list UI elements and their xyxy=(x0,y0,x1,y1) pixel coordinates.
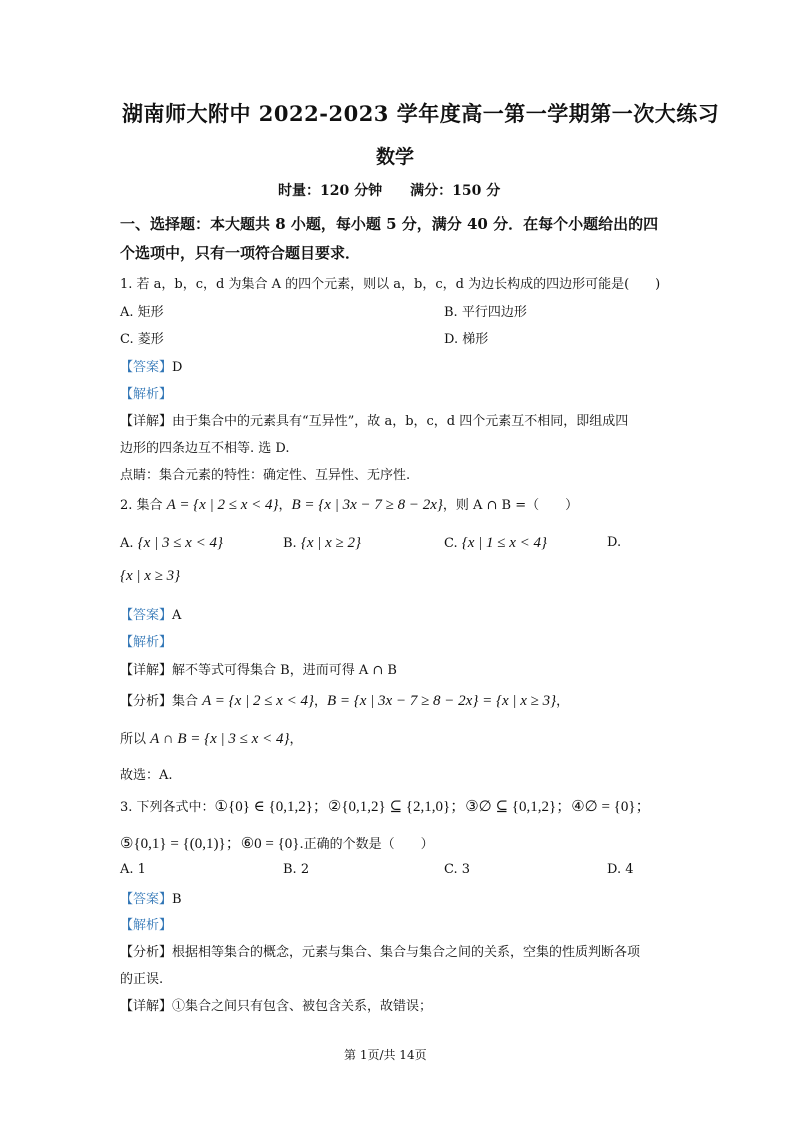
answer-tag: 【答案】 xyxy=(120,892,173,907)
detail-tag: 【详解】 xyxy=(120,663,173,678)
q2-answer-line xyxy=(120,604,181,623)
q2-answer: A xyxy=(172,608,182,623)
answer-tag: 【答案】 xyxy=(120,608,173,623)
answer-tag: 【答案】 xyxy=(120,360,173,375)
q2-option-d: {x | x ≥ 3} xyxy=(120,568,181,584)
q2-set-a: A = {x | 2 ≤ x < 4} xyxy=(166,497,279,513)
q2-so: 所以 A ∩ B = {x | 3 ≤ x < 4}， xyxy=(120,731,303,747)
detail-tag: 【详解】 xyxy=(120,999,173,1014)
q2-fenxi: 【分析】集合 A = {x | 2 ≤ x < 4}，B = {x | 3x − 7 ≥ 8 − 2x} = {x | x ≥ 3}， xyxy=(120,693,570,709)
time-score: 时量：120 分钟 满分：150 分 xyxy=(278,183,501,199)
q1-option-a: A. 矩形 xyxy=(120,305,164,320)
q1-note: 点睛：集合元素的特性：确定性、互异性、无序性. xyxy=(120,468,411,483)
page-title: 湖南师大附中 2022-2023 学年度高一第一学期第一次大练习 xyxy=(122,101,720,126)
q3-answer: B xyxy=(172,892,182,907)
q3-answer-line xyxy=(120,888,182,907)
q3-option-c: C. 3 xyxy=(444,862,471,877)
q2-option-c: C. {x | 1 ≤ x < 4} xyxy=(444,535,548,551)
q3-analysis-tag: 【解析】 xyxy=(120,918,173,933)
q1-answer: D xyxy=(172,360,183,375)
q2-detail: 【详解】解不等式可得集合 B，进而可得 A ∩ B xyxy=(120,663,397,678)
q1-answer-line xyxy=(120,356,182,375)
q1-detail-line1: 【详解】由于集合中的元素具有“互异性”，故 a，b，c，d 四个元素互不相同，即组成四 xyxy=(120,414,629,429)
section-heading-line1: 一、选择题：本大题共 8 小题，每小题 5 分，满分 40 分．在每个小题给出的四 xyxy=(120,215,659,233)
q2-option-a: A. {x | 3 ≤ x < 4} xyxy=(120,535,223,551)
fenxi-tag: 【分析】 xyxy=(120,945,173,960)
subject-title: 数学 xyxy=(376,146,415,168)
q3-option-d: D. 4 xyxy=(607,862,634,877)
q1-detail-line2: 边形的四条边互不相等. 选 D. xyxy=(120,441,290,456)
section-heading-line2: 个选项中，只有一项符合题目要求． xyxy=(120,244,361,262)
q3-fenxi-line2: 的正误. xyxy=(120,972,164,987)
q2-choose: 故选：A. xyxy=(120,768,173,783)
q2-set-b: B = {x | 3x − 7 ≥ 8 − 2x} xyxy=(291,497,443,513)
detail-tag: 【详解】 xyxy=(120,414,173,429)
q2-option-b: B. {x | x ≥ 2} xyxy=(283,535,361,551)
q3-stem-line1: 3. 下列各式中：①{0} ∈ {0,1,2}；②{0,1,2} ⊆ {2,1,0}；③∅ ⊆ {0,1,2}；④∅ = {0}； xyxy=(120,799,651,815)
page-footer: 第 1页/共 14页 xyxy=(344,1048,427,1062)
q2-stem: 2. 集合 A = {x | 2 ≤ x < 4}，B = {x | 3x − 7 ≥ 8 − 2x}，则 A ∩ B =（ ） xyxy=(120,497,579,513)
q1-stem: 1. 若 a，b，c，d 为集合 A 的四个元素，则以 a，b，c，d 为边长构成的四边形可能是( ) xyxy=(120,277,661,292)
q1-option-d: D. 梯形 xyxy=(444,332,489,347)
q1-option-c: C. 菱形 xyxy=(120,332,164,347)
q3-option-a: A. 1 xyxy=(120,862,146,877)
fenxi-tag: 【分析】 xyxy=(120,694,173,709)
q3-detail: 【详解】①集合之间只有包含、被包含关系，故错误； xyxy=(120,999,433,1014)
q1-option-b: B. 平行四边形 xyxy=(444,305,527,320)
q3-stem-line2: ⑤{0,1} = {(0,1)}；⑥0 = {0}.正确的个数是（ ） xyxy=(120,836,434,852)
q1-analysis-tag: 【解析】 xyxy=(120,387,173,402)
q3-option-b: B. 2 xyxy=(283,862,310,877)
q2-analysis-tag: 【解析】 xyxy=(120,635,173,650)
q3-fenxi-line1: 【分析】根据相等集合的概念，元素与集合、集合与集合之间的关系，空集的性质判断各项 xyxy=(120,945,641,960)
q2-option-d-label: D. xyxy=(607,535,622,550)
